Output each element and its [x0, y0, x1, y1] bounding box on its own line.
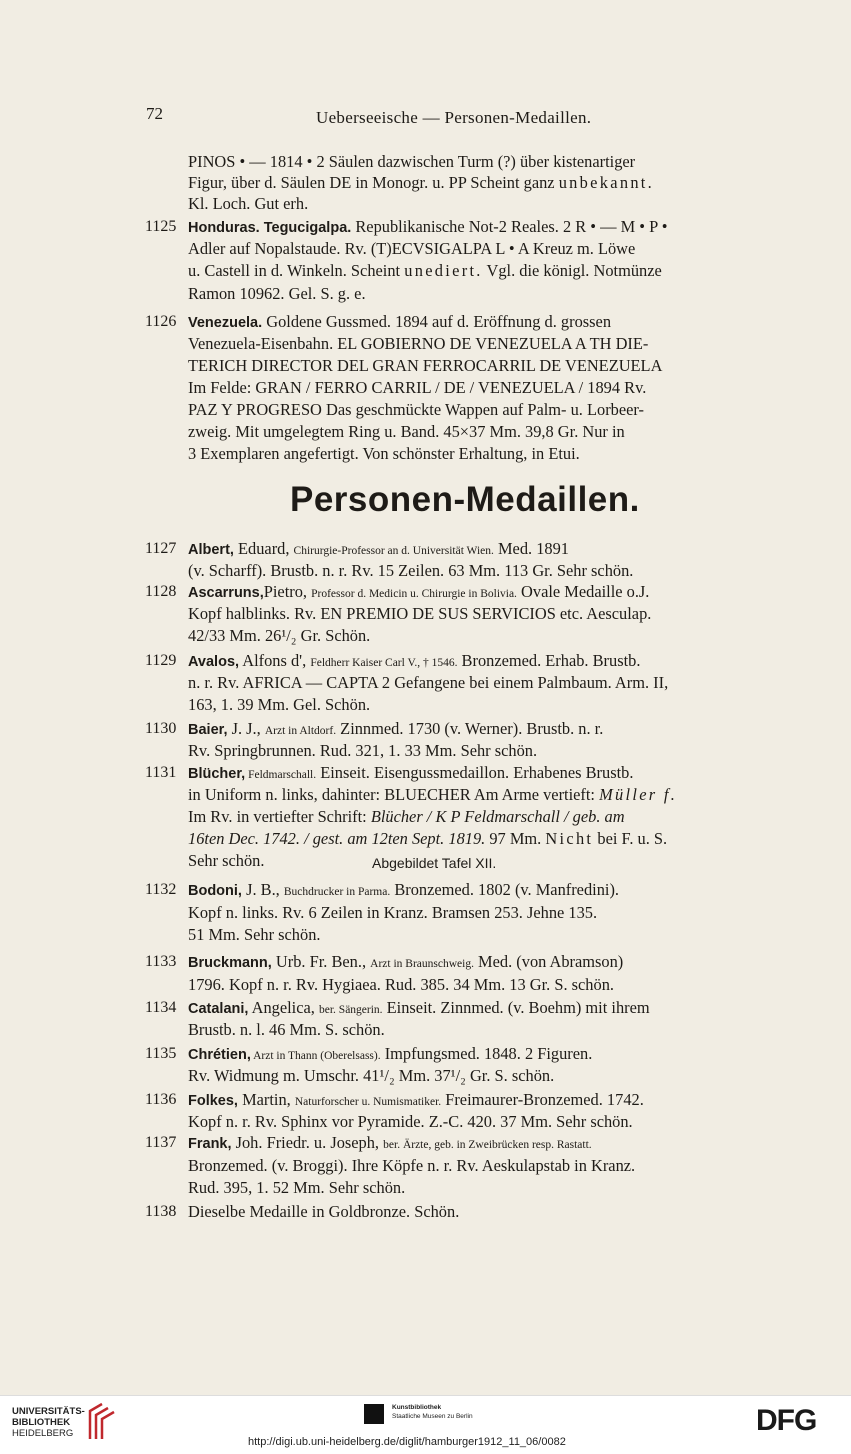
text-line: Im Felde: GRAN / FERRO CARRIL / DE / VENEZUELA / 1894 Rv.	[188, 378, 647, 397]
text-line: Im Rv. in vertiefter Schrift: Blücher / K P Feldmarschall / geb. am	[188, 807, 625, 826]
text-line: 1796. Kopf n. r. Rv. Hygiaea. Rud. 385. 34 Mm. 13 Gr. S. schön.	[188, 975, 614, 994]
lot-number: 1134	[145, 999, 177, 1016]
plate-reference: Abgebildet Tafel XII.	[372, 855, 497, 871]
entry-line: Avalos, Alfons d', Feldherr Kaiser Carl V., † 1546. Bronzemed. Erhab. Brustb.	[188, 651, 641, 670]
text-line: 3 Exemplaren angefertigt. Von schönster Erhaltung, in Etui.	[188, 444, 580, 463]
university-library-label[interactable]: UNIVERSITÄTS- BIBLIOTHEK HEIDELBERG	[12, 1406, 85, 1439]
dfg-logo[interactable]: DFG	[756, 1404, 817, 1437]
text-line: Adler auf Nopalstaude. Rv. (T)ECVSIGALPA L • A Kreuz m. Löwe	[188, 239, 636, 258]
entry-line: Albert, Eduard, Chirurgie-Professor an d. Universität Wien. Med. 1891	[188, 539, 569, 558]
text-line: Brustb. n. l. 46 Mm. S. schön.	[188, 1020, 385, 1039]
text-line: 16ten Dec. 1742. / gest. am 12ten Sept. 1819. 97 Mm. Nicht bei F. u. S.	[188, 829, 668, 848]
section-title: Personen-Medaillen.	[290, 480, 640, 519]
lot-number: 1135	[145, 1045, 177, 1062]
lot-number: 1133	[145, 953, 177, 970]
kunstbibliothek-logo-icon	[364, 1404, 384, 1424]
text-line: u. Castell in d. Winkeln. Scheint unediert. Vgl. die königl. Notmünze	[188, 261, 662, 280]
text-line: Venezuela-Eisenbahn. EL GOBIERNO DE VENEZUELA A TH DIE-	[188, 334, 649, 353]
entry-line: Blücher, Feldmarschall. Einseit. Eisengussmedaillon. Erhabenes Brustb.	[188, 763, 634, 782]
lot-number: 1138	[145, 1203, 177, 1220]
lot-number: 1137	[145, 1134, 177, 1151]
entry-line: Honduras. Tegucigalpa. Republikanische Not-2 Reales. 2 R • — M • P •	[188, 217, 668, 236]
page-number: 72	[146, 104, 163, 123]
lot-number: 1129	[145, 652, 177, 669]
text-line: in Uniform n. links, dahinter: BLUECHER Am Arme vertieft: Müller f.	[188, 785, 678, 804]
text-line: Rv. Widmung m. Umschr. 41¹/₂ Mm. 37¹/₂ Gr. S. schön.	[188, 1066, 555, 1085]
text-line: Kopf n. r. Rv. Sphinx vor Pyramide. Z.-C. 420. 37 Mm. Sehr schön.	[188, 1112, 633, 1131]
entry-line: Frank, Joh. Friedr. u. Joseph, ber. Ärzte, geb. in Zweibrücken resp. Rastatt.	[188, 1133, 592, 1152]
entry-line: Ascarruns,Pietro, Professor d. Medicin u. Chirurgie in Bolivia. Ovale Medaille o.J.	[188, 582, 650, 601]
entry-line: Chrétien, Arzt in Thann (Oberelsass). Impfungsmed. 1848. 2 Figuren.	[188, 1044, 593, 1063]
lot-number: 1136	[145, 1091, 177, 1108]
text-line: Kopf halblinks. Rv. EN PREMIO DE SUS SERVICIOS etc. Aesculap.	[188, 604, 652, 623]
text-line: Rv. Springbrunnen. Rud. 321, 1. 33 Mm. Sehr schön.	[188, 741, 538, 760]
text-line: n. r. Rv. AFRICA — CAPTA 2 Gefangene bei einem Palmbaum. Arm. II,	[188, 673, 669, 692]
permalink-url[interactable]: http://digi.ub.uni-heidelberg.de/diglit/hamburger1912_11_06/0082	[248, 1436, 566, 1448]
text-line: 42/33 Mm. 26¹/₂ Gr. Schön.	[188, 626, 371, 645]
lot-number: 1130	[145, 720, 177, 737]
text-line: Ramon 10962. Gel. S. g. e.	[188, 284, 366, 303]
running-head: Ueberseeische — Personen-Medaillen.	[316, 108, 592, 127]
lot-number: 1132	[145, 881, 177, 898]
entry-line: Bruckmann, Urb. Fr. Ben., Arzt in Braunschweig. Med. (von Abramson)	[188, 952, 624, 971]
lot-number: 1128	[145, 583, 177, 600]
text-line: PINOS • — 1814 • 2 Säulen dazwischen Turm (?) über kistenartiger	[188, 152, 636, 171]
text-line: Bronzemed. (v. Broggi). Ihre Köpfe n. r. Rv. Aeskulapstab in Kranz.	[188, 1156, 636, 1175]
kunstbibliothek-label[interactable]: Kunstbibliothek Staatliche Museen zu Berlin	[392, 1404, 473, 1420]
text-line: PAZ Y PROGRESO Das geschmückte Wappen auf Palm- u. Lorbeer-	[188, 400, 644, 419]
entry-line: Dieselbe Medaille in Goldbronze. Schön.	[188, 1202, 460, 1221]
entry-line: Folkes, Martin, Naturforscher u. Numismatiker. Freimaurer-Bronzemed. 1742.	[188, 1090, 644, 1109]
text-line: Sehr schön.	[188, 851, 265, 870]
text-line: Figur, über d. Säulen DE in Monogr. u. PP Scheint ganz unbekannt.	[188, 173, 655, 192]
entry-line: Bodoni, J. B., Buchdrucker in Parma. Bronzemed. 1802 (v. Manfredini).	[188, 880, 620, 899]
entry-line: Baier, J. J., Arzt in Altdorf. Zinnmed. 1730 (v. Werner). Brustb. n. r.	[188, 719, 604, 738]
text-line: 163, 1. 39 Mm. Gel. Schön.	[188, 695, 371, 714]
lot-number: 1127	[145, 540, 177, 557]
text-line: (v. Scharff). Brustb. n. r. Rv. 15 Zeilen. 63 Mm. 113 Gr. Sehr schön.	[188, 561, 634, 580]
text-line: Kopf n. links. Rv. 6 Zeilen in Kranz. Bramsen 253. Jehne 135.	[188, 903, 598, 922]
text-line: zweig. Mit umgelegtem Ring u. Band. 45×37 Mm. 39,8 Gr. Nur in	[188, 422, 625, 441]
lot-number: 1131	[145, 764, 177, 781]
text-line: 51 Mm. Sehr schön.	[188, 925, 321, 944]
lot-number: 1126	[145, 313, 177, 330]
text-line: TERICH DIRECTOR DEL GRAN FERROCARRIL DE VENEZUELA	[188, 356, 663, 375]
text-line: Kl. Loch. Gut erh.	[188, 194, 309, 213]
footer-bar	[0, 1395, 851, 1454]
lot-number: 1125	[145, 218, 177, 235]
text-line: Rud. 395, 1. 52 Mm. Sehr schön.	[188, 1178, 406, 1197]
entry-line: Catalani, Angelica, ber. Sängerin. Einseit. Zinnmed. (v. Boehm) mit ihrem	[188, 998, 650, 1017]
library-logo-icon	[86, 1401, 118, 1443]
entry-line: Venezuela. Goldene Gussmed. 1894 auf d. Eröffnung d. grossen	[188, 312, 612, 331]
